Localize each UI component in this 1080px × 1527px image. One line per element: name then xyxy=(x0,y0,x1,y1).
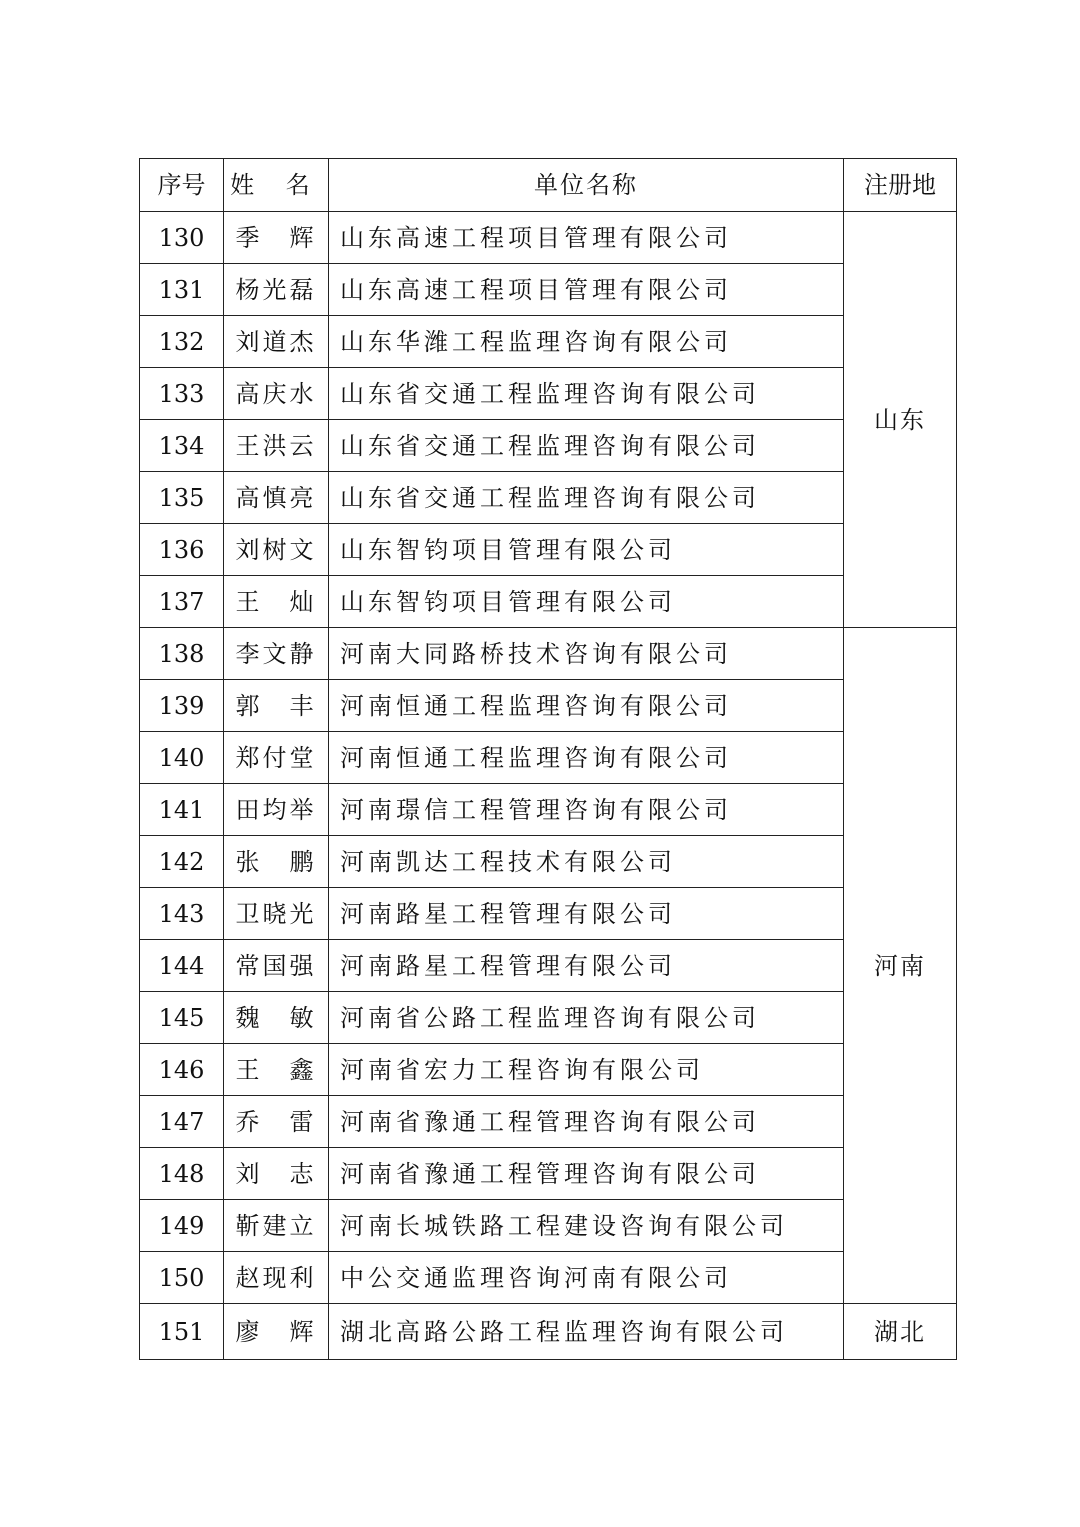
row-unit: 山东高速工程项目管理有限公司 xyxy=(329,212,844,264)
row-name: 刘 志 xyxy=(224,1148,329,1200)
table-row xyxy=(140,1252,957,1304)
row-no: 132 xyxy=(140,316,224,368)
row-name: 廖 辉 xyxy=(224,1304,329,1360)
row-name: 靳建立 xyxy=(224,1200,329,1252)
row-name: 卫晓光 xyxy=(224,888,329,940)
row-unit: 河南长城铁路工程建设咨询有限公司 xyxy=(329,1200,844,1252)
table-row xyxy=(140,1096,957,1148)
table-row xyxy=(140,1304,957,1360)
table-row xyxy=(140,212,957,264)
row-no: 147 xyxy=(140,1096,224,1148)
row-unit: 河南璟信工程管理咨询有限公司 xyxy=(329,784,844,836)
row-unit: 山东智钧项目管理有限公司 xyxy=(329,524,844,576)
header-row xyxy=(140,159,957,212)
row-name: 王洪云 xyxy=(224,420,329,472)
row-unit: 山东省交通工程监理咨询有限公司 xyxy=(329,420,844,472)
row-name: 杨光磊 xyxy=(224,264,329,316)
row-unit: 河南恒通工程监理咨询有限公司 xyxy=(329,680,844,732)
row-unit: 山东华潍工程监理咨询有限公司 xyxy=(329,316,844,368)
row-name: 张 鹏 xyxy=(224,836,329,888)
table-row xyxy=(140,836,957,888)
header-no: 序号 xyxy=(140,159,224,212)
row-unit: 湖北高路公路工程监理咨询有限公司 xyxy=(329,1304,844,1360)
row-unit: 山东高速工程项目管理有限公司 xyxy=(329,264,844,316)
row-name: 魏 敏 xyxy=(224,992,329,1044)
table-row xyxy=(140,420,957,472)
row-unit: 山东省交通工程监理咨询有限公司 xyxy=(329,472,844,524)
row-no: 148 xyxy=(140,1148,224,1200)
row-name: 高庆水 xyxy=(224,368,329,420)
row-unit: 河南省豫通工程管理咨询有限公司 xyxy=(329,1096,844,1148)
row-unit: 河南恒通工程监理咨询有限公司 xyxy=(329,732,844,784)
row-unit: 河南大同路桥技术咨询有限公司 xyxy=(329,628,844,680)
row-name: 高慎亮 xyxy=(224,472,329,524)
row-no: 136 xyxy=(140,524,224,576)
table-row xyxy=(140,264,957,316)
table-row xyxy=(140,732,957,784)
table-row xyxy=(140,472,957,524)
table-row xyxy=(140,368,957,420)
row-name: 刘树文 xyxy=(224,524,329,576)
row-no: 142 xyxy=(140,836,224,888)
row-name: 常国强 xyxy=(224,940,329,992)
row-no: 150 xyxy=(140,1252,224,1304)
row-unit: 河南省宏力工程咨询有限公司 xyxy=(329,1044,844,1096)
table-row xyxy=(140,784,957,836)
table-row xyxy=(140,680,957,732)
region-hubei: 湖北 xyxy=(844,1304,957,1360)
row-name: 王 灿 xyxy=(224,576,329,628)
row-name: 李文静 xyxy=(224,628,329,680)
table-row xyxy=(140,316,957,368)
row-no: 143 xyxy=(140,888,224,940)
row-no: 145 xyxy=(140,992,224,1044)
row-no: 137 xyxy=(140,576,224,628)
table-row xyxy=(140,576,957,628)
row-no: 130 xyxy=(140,212,224,264)
row-unit: 河南省公路工程监理咨询有限公司 xyxy=(329,992,844,1044)
region-shandong: 山东 xyxy=(844,212,957,628)
row-no: 134 xyxy=(140,420,224,472)
row-name: 田均举 xyxy=(224,784,329,836)
row-unit: 山东省交通工程监理咨询有限公司 xyxy=(329,368,844,420)
table-row xyxy=(140,524,957,576)
table-row xyxy=(140,1044,957,1096)
row-no: 151 xyxy=(140,1304,224,1360)
row-no: 133 xyxy=(140,368,224,420)
row-name: 季 辉 xyxy=(224,212,329,264)
row-unit: 河南路星工程管理有限公司 xyxy=(329,940,844,992)
row-no: 146 xyxy=(140,1044,224,1096)
table-row xyxy=(140,992,957,1044)
row-no: 139 xyxy=(140,680,224,732)
row-unit: 山东智钧项目管理有限公司 xyxy=(329,576,844,628)
row-no: 131 xyxy=(140,264,224,316)
row-name: 郑付堂 xyxy=(224,732,329,784)
table-row xyxy=(140,1200,957,1252)
row-no: 135 xyxy=(140,472,224,524)
row-name: 刘道杰 xyxy=(224,316,329,368)
row-no: 149 xyxy=(140,1200,224,1252)
row-no: 140 xyxy=(140,732,224,784)
row-unit: 河南省豫通工程管理咨询有限公司 xyxy=(329,1148,844,1200)
row-name: 乔 雷 xyxy=(224,1096,329,1148)
row-name: 王 鑫 xyxy=(224,1044,329,1096)
row-name: 郭 丰 xyxy=(224,680,329,732)
row-unit: 河南凯达工程技术有限公司 xyxy=(329,836,844,888)
table-row xyxy=(140,628,957,680)
region-henan: 河南 xyxy=(844,628,957,1304)
header-unit: 单位名称 xyxy=(329,159,844,212)
row-unit: 河南路星工程管理有限公司 xyxy=(329,888,844,940)
row-no: 141 xyxy=(140,784,224,836)
row-name: 赵现利 xyxy=(224,1252,329,1304)
table-row xyxy=(140,940,957,992)
table-row xyxy=(140,1148,957,1200)
header-registration: 注册地 xyxy=(844,159,957,212)
row-no: 144 xyxy=(140,940,224,992)
table-row xyxy=(140,888,957,940)
row-no: 138 xyxy=(140,628,224,680)
row-unit: 中公交通监理咨询河南有限公司 xyxy=(329,1252,844,1304)
header-name: 姓 名 xyxy=(224,159,329,212)
roster-table xyxy=(139,158,957,1360)
